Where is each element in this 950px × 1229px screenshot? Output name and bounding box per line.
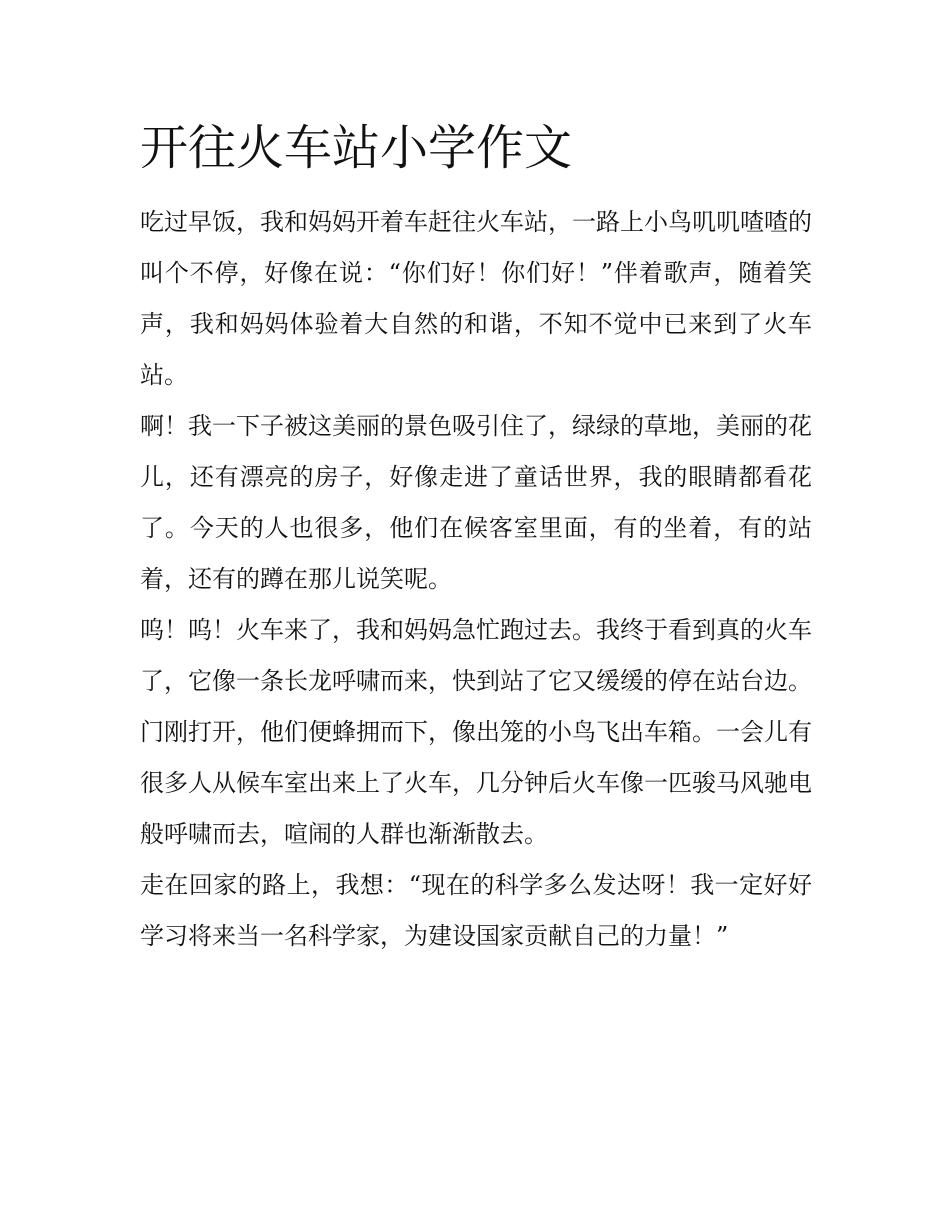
paragraph-3: 呜！呜！火车来了，我和妈妈急忙跑过去。我终于看到真的火车了，它像一条长龙呼啸而来，快到站了它又缓缓的停在站台边。门刚打开，他们便蜂拥而下，像出笼的小鸟飞出车箱。一会儿有很多人从候车室出来上了火车，几分钟后火车像一匹骏马风驰电般呼啸而去，喧闹的人群也渐渐散去。 bbox=[140, 616, 812, 848]
paragraph-1: 吃过早饭，我和妈妈开着车赶往火车站，一路上小鸟叽叽喳喳的叫个不停，好像在说：“你们好！你们好！”伴着歌声，随着笑声，我和妈妈体验着大自然的和谐，不知不觉中已来到了火车站。 bbox=[140, 208, 812, 389]
paragraph-4: 走在回家的路上，我想：“现在的科学多么发达呀！我一定好好学习将来当一名科学家，为建设国家贡献自己的力量！” bbox=[140, 871, 812, 950]
document-body bbox=[140, 197, 812, 962]
paragraph-2: 啊！我一下子被这美丽的景色吸引住了，绿绿的草地，美丽的花儿，还有漂亮的房子，好像走进了童话世界，我的眼睛都看花了。今天的人也很多，他们在候客室里面，有的坐着，有的站着，还有的蹲在那儿说笑呢。 bbox=[140, 412, 812, 593]
document-title: 开往火车站小学作文 bbox=[140, 120, 573, 176]
